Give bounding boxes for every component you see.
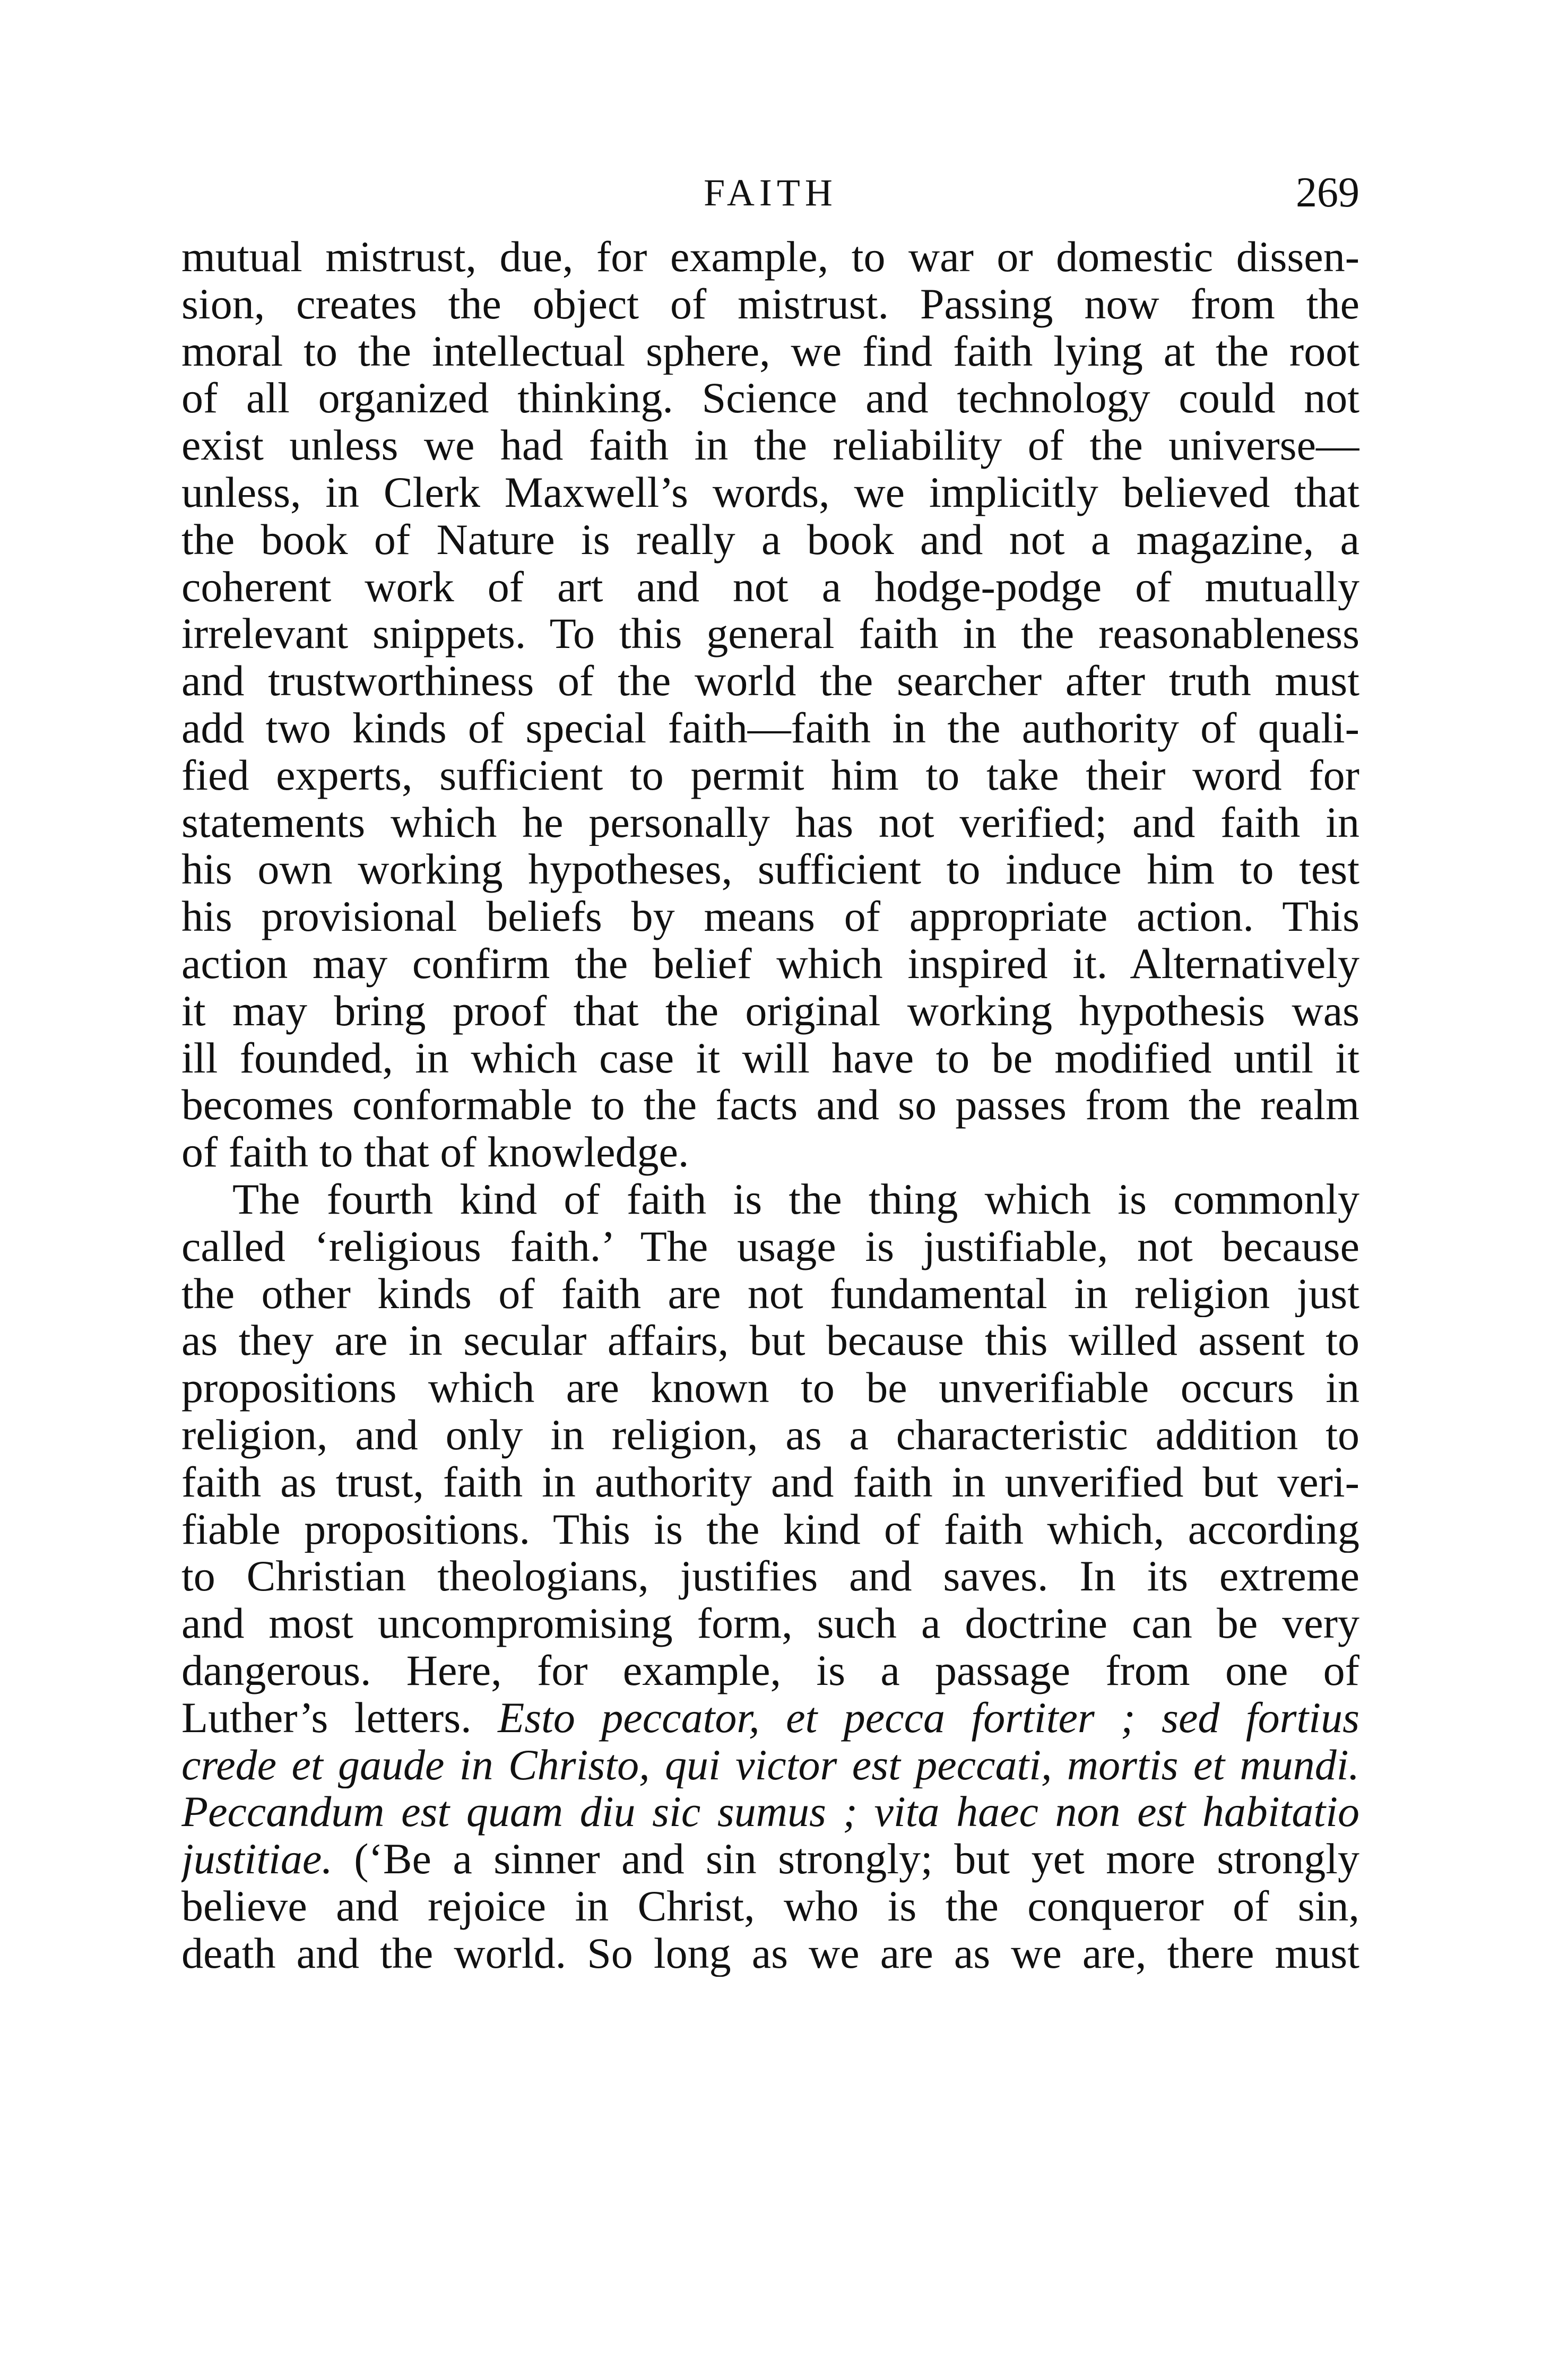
text-line: exist unless we had faith in the reliability of the universe— (181, 422, 1359, 469)
text-line-with-quote (181, 1836, 1359, 1883)
text-line-with-quote (181, 1694, 1359, 1742)
text-line: his own working hypotheses, sufficient to induce him to test (181, 846, 1359, 894)
text-line: ill founded, in which case it will have to be modified until it (181, 1034, 1359, 1082)
text-line: unless, in Clerk Maxwell’s words, we implicitly believed that (181, 469, 1359, 516)
text-line: of all organized thinking. Science and technology could not (181, 375, 1359, 422)
paragraph-start-line: The fourth kind of faith is the thing which is commonly (232, 1175, 1359, 1223)
text-line: add two kinds of special faith—faith in the authority of quali- (181, 704, 1359, 752)
page-number: 269 (1296, 169, 1359, 216)
running-title: FAITH (704, 171, 837, 214)
text-line: death and the world. So long as we are as we are, there must (181, 1930, 1359, 1977)
text-line: irrelevant snippets. To this general faith in the reasonableness (181, 610, 1359, 658)
text-line: the other kinds of faith are not fundamental in religion just (181, 1270, 1359, 1318)
body-text (181, 233, 1359, 1977)
latin-quote-line: Peccandum est quam diu sic sumus ; vita haec non est habitatio (181, 1788, 1359, 1836)
text-line: as they are in secular affairs, but because this willed assent to (181, 1317, 1359, 1365)
text-line: action may confirm the belief which inspired it. Alternatively (181, 940, 1359, 988)
text-line: mutual mistrust, due, for example, to war or domestic dissen- (181, 233, 1359, 281)
text-line: faith as trust, faith in authority and faith in unverified but veri- (181, 1458, 1359, 1506)
text-line: fiable propositions. This is the kind of faith which, according (181, 1506, 1359, 1553)
text-line: coherent work of art and not a hodge-podge of mutually (181, 563, 1359, 611)
latin-quote-run: justitiae. (181, 1836, 333, 1883)
text-line: and trustworthiness of the world the searcher after truth must (181, 658, 1359, 705)
text-line: his provisional beliefs by means of appropriate action. This (181, 893, 1359, 940)
latin-quote-run: Esto peccator, et pecca fortiter ; sed fortius (498, 1694, 1359, 1742)
text-line: to Christian theologians, justifies and saves. In its extreme (181, 1553, 1359, 1601)
text-line: it may bring proof that the original working hypothesis was (181, 987, 1359, 1035)
text-run: (‘Be a sinner and sin strongly; but yet more strongly (332, 1836, 1359, 1883)
text-run: Luther’s letters. (181, 1694, 498, 1742)
text-line: moral to the intellectual sphere, we find faith lying at the root (181, 327, 1359, 375)
paragraph-end-line: of faith to that of knowledge. (181, 1129, 689, 1176)
text-line: religion, and only in religion, as a characteristic addition to (181, 1411, 1359, 1459)
text-line: dangerous. Here, for example, is a passage from one of (181, 1647, 1359, 1694)
text-line: fied experts, sufficient to permit him to take their word for (181, 751, 1359, 799)
text-line: the book of Nature is really a book and not a magazine, a (181, 516, 1359, 564)
text-line: propositions which are known to be unverifiable occurs in (181, 1364, 1359, 1412)
text-line: and most uncompromising form, such a doctrine can be very (181, 1600, 1359, 1647)
text-line: statements which he personally has not verified; and faith in (181, 799, 1359, 846)
text-line: called ‘religious faith.’ The usage is justifiable, not because (181, 1223, 1359, 1270)
text-line: sion, creates the object of mistrust. Passing now from the (181, 280, 1359, 328)
text-line: becomes conformable to the facts and so passes from the realm (181, 1082, 1359, 1129)
text-line: believe and rejoice in Christ, who is the conqueror of sin, (181, 1882, 1359, 1930)
latin-quote-line: crede et gaude in Christo, qui victor est peccati, mortis et mundi. (181, 1741, 1359, 1789)
running-head (181, 169, 1359, 227)
